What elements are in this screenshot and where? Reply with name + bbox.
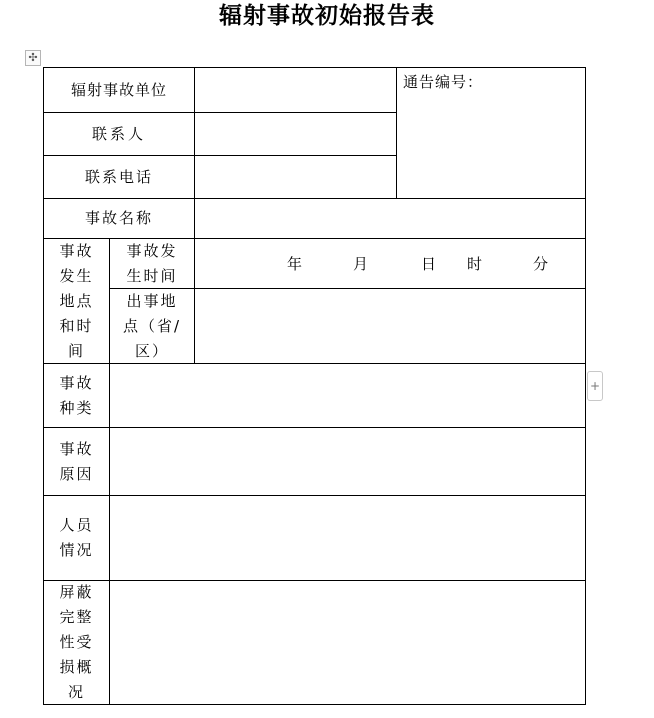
place-time-line: 和时: [59, 316, 94, 335]
shield-line: 况: [67, 683, 85, 701]
occur-place-line: 区）: [134, 341, 169, 360]
value-contact-cell[interactable]: [194, 112, 397, 156]
shield-line: 性受: [59, 633, 94, 651]
type-line: 事故: [59, 373, 94, 392]
place-time-line: 地点: [59, 291, 94, 310]
time-hour: 时: [467, 255, 484, 273]
label-occur-time-cell: [109, 238, 195, 289]
occur-place-line: 出事地: [126, 291, 178, 310]
occur-time-line: 事故发: [126, 241, 178, 260]
label-people-cell: [43, 495, 110, 581]
occur-time-line: 生时间: [126, 266, 178, 285]
add-row-handle-icon[interactable]: +: [587, 371, 603, 401]
value-occur-place-cell[interactable]: [194, 288, 586, 364]
label-phone: 联系电话: [84, 167, 153, 186]
shield-line: 完整: [59, 608, 94, 626]
people-line: 人员: [59, 516, 94, 534]
value-people-cell[interactable]: [109, 495, 586, 581]
label-type-cell: [43, 363, 110, 428]
label-notice-number: 通告编号：: [403, 73, 484, 91]
form-title: 辐射事故初始报告表: [219, 3, 435, 29]
time-day: 日: [421, 255, 438, 273]
value-unit-cell[interactable]: [194, 67, 397, 113]
people-line: 情况: [59, 541, 94, 559]
label-cause-cell: [43, 427, 110, 496]
label-name: 事故名称: [84, 209, 153, 227]
value-type-cell[interactable]: [109, 363, 586, 428]
shield-line: 屏蔽: [59, 583, 94, 601]
place-time-line: 发生: [59, 266, 94, 285]
place-time-line: 事故: [59, 241, 94, 260]
label-name-cell: [43, 198, 195, 239]
shield-line: 损概: [59, 658, 94, 676]
time-month: 月: [353, 255, 370, 273]
notice-number-cell[interactable]: [396, 67, 586, 199]
label-contact: 联系人: [91, 124, 146, 143]
cause-line: 事故: [59, 439, 94, 458]
table-move-handle-icon[interactable]: ✣: [25, 50, 41, 66]
label-shield-cell: [43, 580, 110, 705]
cause-line: 原因: [59, 464, 94, 483]
label-unit-cell: [43, 67, 195, 113]
label-contact-cell: [43, 112, 195, 156]
value-phone-cell[interactable]: [194, 155, 397, 199]
value-occur-time-cell[interactable]: [194, 238, 586, 289]
value-shield-cell[interactable]: [109, 580, 586, 705]
label-phone-cell: [43, 155, 195, 199]
value-name-cell[interactable]: [194, 198, 586, 239]
occur-place-line: 点（省/: [122, 316, 182, 335]
time-year: 年: [287, 255, 304, 273]
time-minute: 分: [533, 255, 550, 273]
label-unit: 辐射事故单位: [70, 80, 167, 99]
place-time-line: 间: [67, 341, 85, 360]
value-cause-cell[interactable]: [109, 427, 586, 496]
label-place-time-cell: [43, 238, 110, 364]
label-occur-place-cell: [109, 288, 195, 364]
type-line: 种类: [59, 398, 94, 417]
